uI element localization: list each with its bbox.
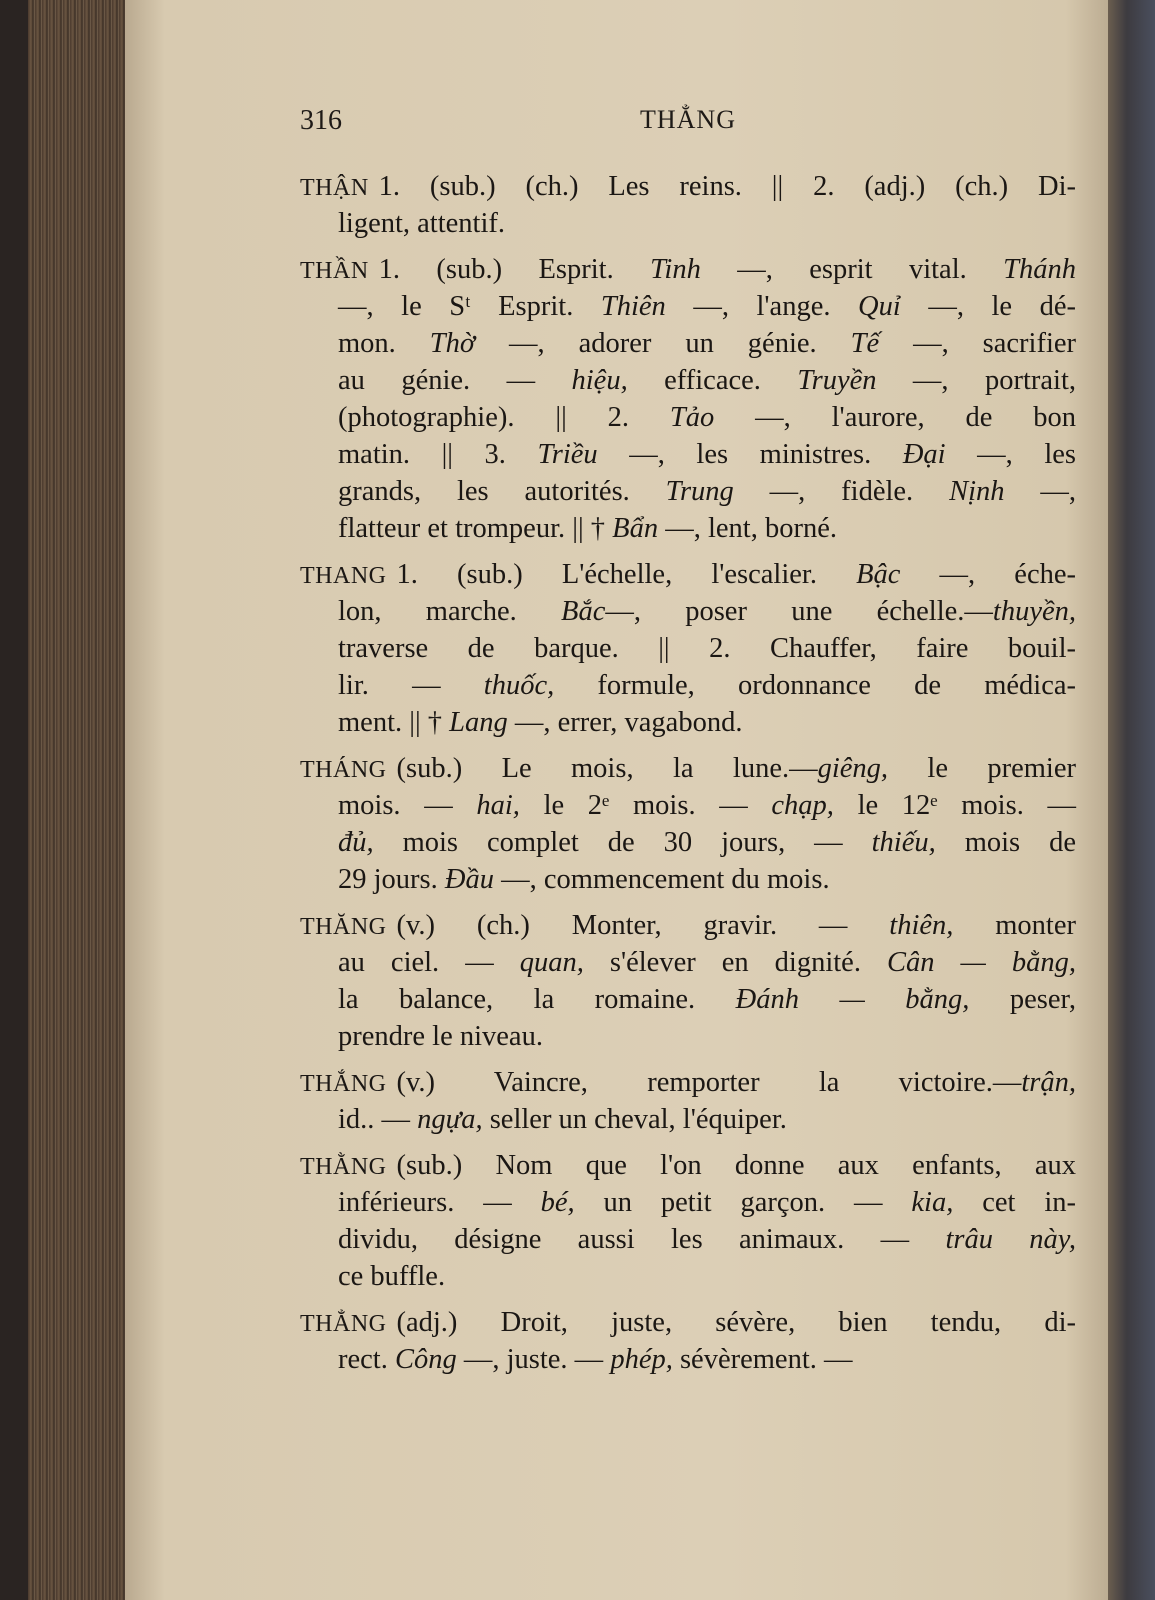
definition-text: au génie. — bbox=[338, 365, 572, 396]
dictionary-entry bbox=[300, 750, 1076, 898]
definition-text: —, les bbox=[945, 439, 1076, 470]
headword: THẲNG bbox=[300, 1311, 387, 1337]
definition-text: 1. (sub.) L'échelle, l'escalier. bbox=[396, 559, 857, 590]
vietnamese-term: quan, bbox=[519, 947, 584, 978]
headword: THĂNG bbox=[300, 914, 387, 940]
entry-line bbox=[300, 1221, 1076, 1258]
page-header bbox=[300, 105, 1080, 145]
definition-text: traverse de barque. || 2. Chauffer, faire bouil- bbox=[338, 633, 1076, 664]
vietnamese-term: Truyền bbox=[797, 365, 877, 396]
dictionary-entry bbox=[300, 907, 1076, 1055]
vietnamese-term: giêng, bbox=[817, 753, 889, 784]
vietnamese-term: Công bbox=[394, 1344, 457, 1375]
definition-text: 29 jours. bbox=[338, 864, 445, 895]
vietnamese-term: hiệu, bbox=[571, 365, 628, 396]
vietnamese-term: chạp, bbox=[771, 790, 834, 821]
vietnamese-term: trâu này, bbox=[945, 1224, 1076, 1255]
vietnamese-term: Tinh bbox=[650, 254, 701, 285]
vietnamese-term: Lang bbox=[449, 707, 508, 738]
entry-line bbox=[300, 1184, 1076, 1221]
definition-text: ce buffle. bbox=[338, 1261, 446, 1292]
dictionary-entry bbox=[300, 556, 1076, 741]
definition-text: mois complet de 30 jours, — bbox=[373, 827, 872, 858]
entry-line bbox=[300, 325, 1076, 362]
entry-line bbox=[300, 1341, 1076, 1378]
definition-text: id.. — bbox=[338, 1104, 418, 1135]
definition-text: —, le dé- bbox=[900, 291, 1076, 322]
dictionary-entry bbox=[300, 251, 1076, 547]
vietnamese-term: bé, bbox=[540, 1187, 575, 1218]
vietnamese-term: Triều bbox=[537, 439, 598, 470]
definition-text: —, l'aurore, de bon bbox=[714, 402, 1076, 433]
definition-text: le 2ᵉ mois. — bbox=[519, 790, 772, 821]
entry-line bbox=[300, 556, 1076, 593]
entry-line bbox=[300, 251, 1076, 288]
definition-text: efficace. bbox=[627, 365, 798, 396]
dictionary-entry bbox=[300, 1064, 1076, 1138]
vietnamese-term: Đầu bbox=[444, 864, 494, 895]
entry-line bbox=[300, 944, 1076, 981]
definition-text: seller un cheval, l'équiper. bbox=[482, 1104, 787, 1135]
definition-text: (sub.) Le mois, la lune.— bbox=[396, 753, 818, 784]
headword: THẬN bbox=[300, 175, 369, 201]
entry-line bbox=[300, 436, 1076, 473]
definition-text: flatteur et trompeur. || † bbox=[338, 513, 613, 544]
vietnamese-term: thiếu, bbox=[871, 827, 936, 858]
definition-text: (sub.) Nom que l'on donne aux enfants, aux bbox=[396, 1150, 1076, 1181]
vietnamese-term: Đánh — bằng, bbox=[735, 984, 970, 1015]
vietnamese-term: ngựa, bbox=[417, 1104, 483, 1135]
definition-text: —, éche- bbox=[900, 559, 1076, 590]
definition-text: mois de bbox=[935, 827, 1077, 858]
entry-line bbox=[300, 861, 1076, 898]
definition-text: ment. || † bbox=[338, 707, 450, 738]
definition-text: inférieurs. — bbox=[338, 1187, 541, 1218]
entry-line bbox=[300, 1147, 1076, 1184]
definition-text: —, sacrifier bbox=[879, 328, 1077, 359]
entry-line bbox=[300, 750, 1076, 787]
definition-text: (v.) (ch.) Monter, gravir. — bbox=[396, 910, 890, 941]
definition-text: —, poser une échelle.— bbox=[605, 596, 993, 627]
entry-line bbox=[300, 593, 1076, 630]
definition-text: —, commencement du mois. bbox=[493, 864, 830, 895]
definition-text: le premier bbox=[888, 753, 1076, 784]
entry-line bbox=[300, 787, 1076, 824]
entry-line bbox=[300, 1258, 1076, 1295]
definition-text: sévèrement. — bbox=[672, 1344, 853, 1375]
definition-text: ligent, attentif. bbox=[338, 208, 505, 239]
definition-text: prendre le niveau. bbox=[338, 1021, 543, 1052]
entry-line bbox=[300, 1018, 1076, 1055]
definition-text: matin. || 3. bbox=[338, 439, 538, 470]
facing-page-edge bbox=[1108, 0, 1155, 1600]
entry-line bbox=[300, 1101, 1076, 1138]
definition-text: —, adorer un génie. bbox=[475, 328, 851, 359]
entry-line bbox=[300, 1304, 1076, 1341]
definition-text: au ciel. — bbox=[338, 947, 520, 978]
entry-line bbox=[300, 473, 1076, 510]
headword: THẰNG bbox=[300, 1154, 387, 1180]
definition-text: —, esprit vital. bbox=[700, 254, 1004, 285]
definition-text: (v.) Vaincre, remporter la victoire.— bbox=[396, 1067, 1022, 1098]
entry-line bbox=[300, 981, 1076, 1018]
definition-text: —, fidèle. bbox=[733, 476, 950, 507]
definition-text: lon, marche. bbox=[338, 596, 562, 627]
vietnamese-term: Tế bbox=[850, 328, 880, 359]
definition-text: —, errer, vagabond. bbox=[507, 707, 743, 738]
vietnamese-term: thuốc, bbox=[483, 670, 555, 701]
vietnamese-term: Cân — bằng, bbox=[886, 947, 1076, 978]
definition-text: mon. bbox=[338, 328, 430, 359]
entry-line bbox=[300, 907, 1076, 944]
definition-text: peser, bbox=[969, 984, 1076, 1015]
definition-text: monter bbox=[953, 910, 1076, 941]
vietnamese-term: Bắc bbox=[561, 596, 606, 627]
entry-line bbox=[300, 667, 1076, 704]
definition-text: lir. — bbox=[338, 670, 484, 701]
definition-text: (adj.) Droit, juste, sévère, bien tendu, di- bbox=[396, 1307, 1076, 1338]
dictionary-entry bbox=[300, 1304, 1076, 1378]
entry-line bbox=[300, 704, 1076, 741]
definition-text: cet in- bbox=[953, 1187, 1076, 1218]
dictionary-entry bbox=[300, 168, 1076, 242]
vietnamese-term: Đại bbox=[902, 439, 946, 470]
definition-text: 1. (sub.) Esprit. bbox=[378, 254, 651, 285]
vietnamese-term: trận, bbox=[1021, 1067, 1076, 1098]
vietnamese-term: Nịnh bbox=[949, 476, 1005, 507]
definition-text: (photographie). || 2. bbox=[338, 402, 670, 433]
vietnamese-term: kia, bbox=[911, 1187, 954, 1218]
definition-text: 1. (sub.) (ch.) Les reins. || 2. (adj.) (ch.) Di- bbox=[378, 171, 1076, 202]
definition-text: —, lent, borné. bbox=[658, 513, 837, 544]
definition-text: —, portrait, bbox=[876, 365, 1076, 396]
vietnamese-term: Thiên bbox=[600, 291, 666, 322]
definition-text: —, l'ange. bbox=[665, 291, 859, 322]
vietnamese-term: đủ, bbox=[338, 827, 374, 858]
entry-line bbox=[300, 205, 1076, 242]
definition-text: le 12ᵉ mois. — bbox=[833, 790, 1076, 821]
dictionary-entry bbox=[300, 1147, 1076, 1295]
definition-text: —, bbox=[1004, 476, 1077, 507]
vietnamese-term: Tảo bbox=[669, 402, 715, 433]
definition-text: formule, ordonnance de médica- bbox=[554, 670, 1076, 701]
vietnamese-term: Thánh bbox=[1003, 254, 1076, 285]
vietnamese-term: thiên, bbox=[889, 910, 954, 941]
entry-line bbox=[300, 510, 1076, 547]
headword: THẦN bbox=[300, 258, 369, 284]
page-number: 316 bbox=[300, 105, 342, 136]
definition-text: mois. — bbox=[338, 790, 477, 821]
entry-line bbox=[300, 399, 1076, 436]
dictionary-entries bbox=[300, 168, 1076, 1387]
vietnamese-term: hai, bbox=[476, 790, 520, 821]
vietnamese-term: Bậc bbox=[856, 559, 901, 590]
entry-line bbox=[300, 1064, 1076, 1101]
definition-text: —, juste. — bbox=[456, 1344, 611, 1375]
entry-line bbox=[300, 630, 1076, 667]
vietnamese-term: phép, bbox=[610, 1344, 673, 1375]
entry-line bbox=[300, 288, 1076, 325]
book-cover-edge bbox=[0, 0, 28, 1600]
definition-text: rect. bbox=[338, 1344, 395, 1375]
vietnamese-term: Quỉ bbox=[858, 291, 901, 322]
headword: THẮNG bbox=[300, 1071, 387, 1097]
running-head: THẲNG bbox=[640, 105, 736, 134]
vietnamese-term: Thờ bbox=[429, 328, 476, 359]
headword: THANG bbox=[300, 563, 387, 589]
vietnamese-term: Bẩn bbox=[612, 513, 659, 544]
definition-text: —, les ministres. bbox=[597, 439, 903, 470]
definition-text: un petit garçon. — bbox=[574, 1187, 912, 1218]
definition-text: dividu, désigne aussi les animaux. — bbox=[338, 1224, 946, 1255]
definition-text: grands, les autorités. bbox=[338, 476, 666, 507]
headword: THÁNG bbox=[300, 757, 387, 783]
definition-text: —, le Sᵗ Esprit. bbox=[338, 291, 601, 322]
vietnamese-term: Trung bbox=[665, 476, 734, 507]
entry-line bbox=[300, 362, 1076, 399]
vietnamese-term: thuyền, bbox=[992, 596, 1076, 627]
entry-line bbox=[300, 168, 1076, 205]
definition-text: la balance, la romaine. bbox=[338, 984, 736, 1015]
definition-text: s'élever en dignité. bbox=[583, 947, 887, 978]
entry-line bbox=[300, 824, 1076, 861]
